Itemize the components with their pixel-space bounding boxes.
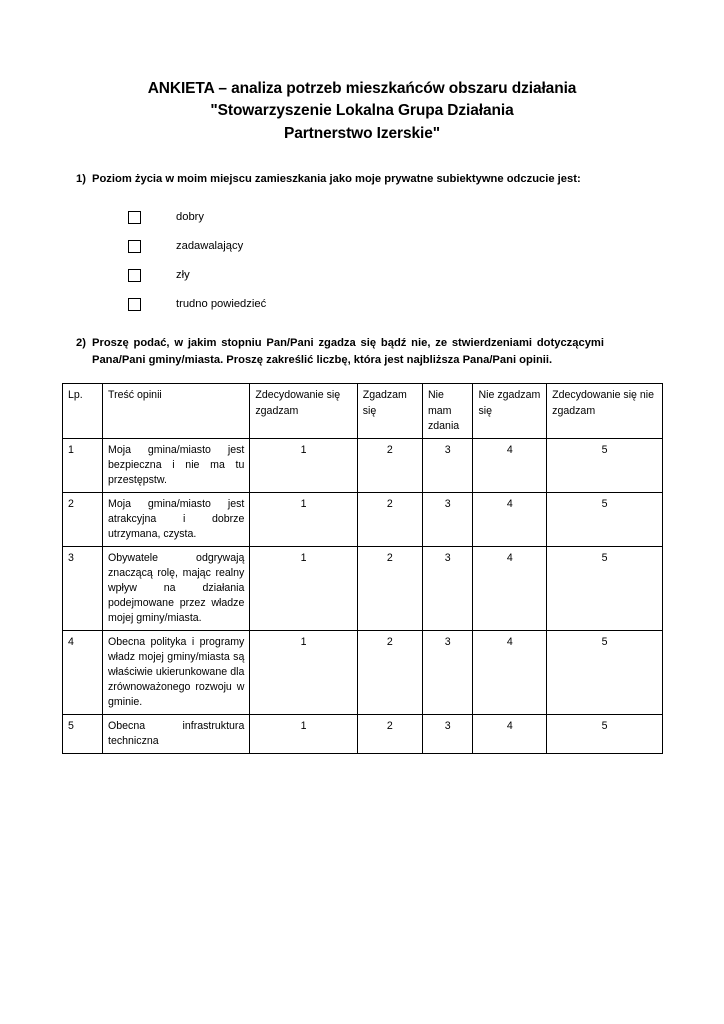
question-2 (62, 335, 662, 370)
rating-option[interactable]: 4 (473, 492, 547, 546)
title-line-2: "Stowarzyszenie Lokalna Grupa Działania (210, 102, 514, 120)
table-row (63, 715, 663, 754)
question-1-number: 1) (76, 173, 86, 186)
table-row (63, 492, 663, 546)
table-header-cell: Nie mam zdania (422, 384, 473, 438)
row-index: 5 (63, 715, 103, 754)
survey-table (62, 383, 663, 754)
checkbox-icon[interactable] (128, 269, 141, 282)
option-label: dobry (176, 210, 204, 223)
option-label: zadawalający (176, 239, 244, 252)
table-header-row (63, 384, 663, 438)
rating-option[interactable]: 4 (473, 630, 547, 714)
row-opinion: Moja gmina/miasto jest atrakcyjna i dobrze utrzymana, czysta. (103, 492, 250, 546)
table-row (63, 630, 663, 714)
option-item[interactable] (62, 203, 662, 232)
rating-option[interactable]: 4 (473, 546, 547, 630)
title-line-1: ANKIETA – analiza potrzeb mieszkańców obszaru działania (147, 80, 577, 97)
question-2-text: Proszę podać, w jakim stopniu Pan/Pani zgadza się bądź nie, ze stwierdzeniami dotyczącymi Pana/Pani gminy/miasta. Proszę zakreślić liczbę, która jest najbliższa Pana/Pani opinii. (92, 336, 604, 367)
checkbox-icon[interactable] (128, 240, 141, 253)
rating-option[interactable]: 2 (357, 492, 422, 546)
row-opinion: Obecna polityka i programy władz mojej gminy/miasta są właściwie ukierunkowane dla zrównoważonego rozwoju w gminie. (103, 630, 250, 714)
table-row (63, 546, 663, 630)
row-index: 4 (63, 630, 103, 714)
rating-option[interactable]: 4 (473, 715, 547, 754)
title-line-3: Partnerstwo Izerskie" (283, 124, 440, 142)
page-title (62, 78, 662, 145)
table-header-cell: Zdecydowanie się nie zgadzam (547, 384, 663, 438)
option-label: trudno powiedzieć (176, 297, 267, 310)
rating-option[interactable]: 4 (473, 438, 547, 492)
option-item[interactable] (62, 290, 662, 319)
table-header-cell: Lp. (63, 384, 103, 438)
rating-option[interactable]: 2 (357, 715, 422, 754)
rating-option[interactable]: 3 (422, 715, 473, 754)
option-label: zły (176, 268, 190, 281)
question-2-number: 2) (76, 336, 86, 349)
option-item[interactable] (62, 261, 662, 290)
table-row (63, 438, 663, 492)
rating-option[interactable]: 1 (250, 492, 357, 546)
row-index: 2 (63, 492, 103, 546)
rating-option[interactable]: 5 (547, 630, 663, 714)
rating-option[interactable]: 5 (547, 546, 663, 630)
question-1-options (62, 203, 662, 319)
rating-option[interactable]: 3 (422, 630, 473, 714)
checkbox-icon[interactable] (128, 298, 141, 311)
rating-option[interactable]: 1 (250, 715, 357, 754)
question-1 (62, 171, 662, 188)
table-header-cell: Treść opinii (103, 384, 250, 438)
rating-option[interactable]: 1 (250, 630, 357, 714)
table-header-cell: Nie zgadzam się (473, 384, 547, 438)
rating-option[interactable]: 5 (547, 715, 663, 754)
rating-option[interactable]: 5 (547, 492, 663, 546)
rating-option[interactable]: 3 (422, 492, 473, 546)
rating-option[interactable]: 3 (422, 546, 473, 630)
rating-option[interactable]: 5 (547, 438, 663, 492)
table-header-cell: Zgadzam się (357, 384, 422, 438)
rating-option[interactable]: 1 (250, 438, 357, 492)
row-opinion: Obecna infrastruktura techniczna (103, 715, 250, 754)
rating-option[interactable]: 1 (250, 546, 357, 630)
row-opinion: Moja gmina/miasto jest bezpieczna i nie ma tu przestępstw. (103, 438, 250, 492)
rating-option[interactable]: 3 (422, 438, 473, 492)
row-opinion: Obywatele odgrywają znaczącą rolę, mając realny wpływ na działania podejmowane przez władze mojej gminy/miasta. (103, 546, 250, 630)
option-item[interactable] (62, 232, 662, 261)
checkbox-icon[interactable] (128, 211, 141, 224)
rating-option[interactable]: 2 (357, 546, 422, 630)
table-header-cell: Zdecydowanie się zgadzam (250, 384, 357, 438)
question-1-text: Poziom życia w moim miejscu zamieszkania jako moje prywatne subiektywne odczucie jest: (92, 173, 581, 186)
row-index: 1 (63, 438, 103, 492)
row-index: 3 (63, 546, 103, 630)
rating-option[interactable]: 2 (357, 438, 422, 492)
rating-option[interactable]: 2 (357, 630, 422, 714)
